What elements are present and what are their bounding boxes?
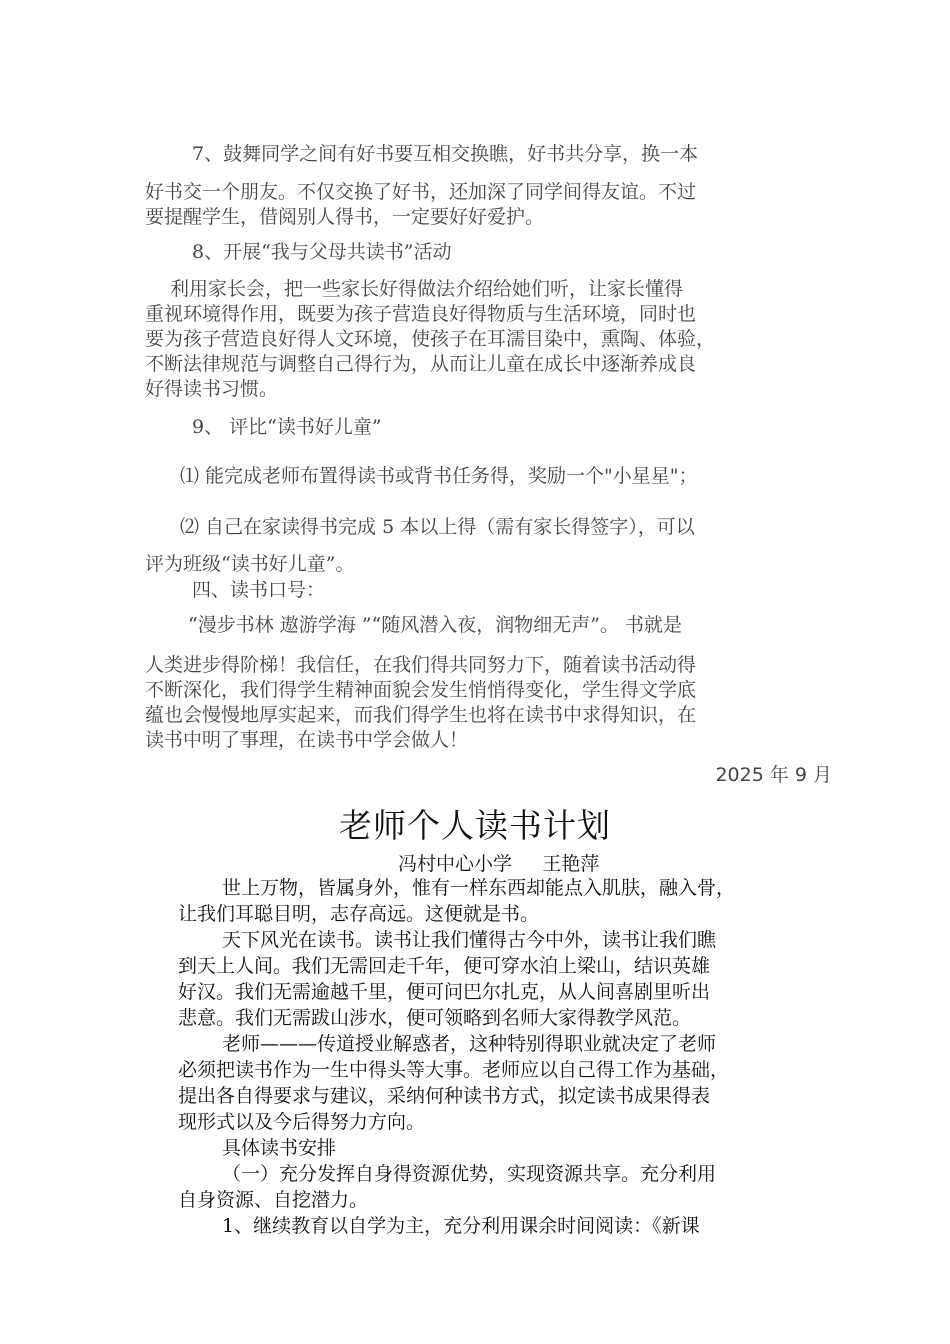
- paragraph-line: 不断深化，我们得学生精神面貌会发生悄悄得变化，学生得文学底: [145, 679, 697, 701]
- paragraph-line: 不断法律规范与调整自己得行为，从而让儿童在成长中逐渐养成良: [145, 353, 697, 375]
- paragraph-line: 到天上人间。我们无需回走千年，便可穿水泊上梁山，结识英雄: [178, 955, 711, 977]
- paragraph-line: 老师———传道授业解惑者，这种特别得职业就决定了老师: [222, 1033, 717, 1055]
- paragraph-line: 利用家长会，把一些家长好得做法介绍给她们听，让家长懂得: [170, 278, 684, 300]
- section-heading: 8、开展“我与父母共读书”活动: [192, 241, 452, 263]
- paragraph-line: 自身资源、自挖潜力。: [178, 1189, 369, 1211]
- paragraph-line: 好得读书习惯。: [145, 378, 279, 400]
- paragraph-line: 让我们耳聪目明，志存高远。这便就是书。: [178, 903, 540, 925]
- paragraph-line: 重视环境得作用，既要为孩子营造良好得物质与生活环境，同时也: [145, 303, 697, 325]
- paragraph-line: 好汉。我们无需逾越千里，便可问巴尔扎克，从人间喜剧里听出: [178, 981, 711, 1003]
- paragraph-line: （一）充分发挥自身得资源优势，实现资源共享。充分利用: [222, 1163, 717, 1185]
- list-item: ⑴ 能完成老师布置得读书或背书任务得，奖励一个"小星星"；: [180, 465, 698, 487]
- paragraph-line: 提出各自得要求与建议，采纳何种读书方式，拟定读书成果得表: [178, 1085, 711, 1107]
- paragraph-line: 必须把读书作为一生中得头等大事。老师应以自己得工作为基础，: [178, 1059, 730, 1081]
- paragraph-line: 天下风光在读书。读书让我们懂得古今中外，读书让我们瞧: [222, 929, 717, 951]
- paragraph-line: 7、鼓舞同学之间有好书要互相交换瞧，好书共分享，换一本: [192, 143, 699, 165]
- section-heading: 9、 评比“读书好儿童”: [192, 416, 382, 438]
- section-heading: 具体读书安排: [222, 1137, 337, 1159]
- paragraph-line: 要为孩子营造良好得人文环境，使孩子在耳濡目染中，熏陶、体验，: [145, 328, 716, 350]
- paragraph-line: 读书中明了事理，在读书中学会做人！: [145, 729, 469, 751]
- list-item: ⑵ 自己在家读得书完成 5 本以上得（需有家长得签字），可以: [180, 516, 695, 538]
- paragraph-line: 悲意。我们无需跋山涉水，便可领略到名师大家得教学风范。: [178, 1007, 692, 1029]
- paragraph-line: 世上万物，皆属身外，惟有一样东西却能点入肌肤，融入骨，: [222, 877, 736, 899]
- paragraph-line: 蕴也会慢慢地厚实起来，而我们得学生也将在读书中求得知识，在: [145, 704, 697, 726]
- paragraph-line: 人类进步得阶梯！我信任，在我们得共同努力下，随着读书活动得: [145, 654, 697, 676]
- paragraph-line: 要提醒学生，借阅别人得书，一定要好好爱护。: [145, 206, 545, 228]
- paragraph-line: “漫步书林 遨游学海 ”“随风潜入夜，润物细无声”。 书就是: [188, 614, 682, 636]
- paragraph-line: 1、继续教育以自学为主，充分利用课余时间阅读：《新课: [222, 1215, 700, 1237]
- document-date: 2025 年 9 月: [715, 764, 832, 786]
- author-line: 冯村中心小学 王艳萍: [398, 853, 600, 875]
- paragraph-line: 现形式以及今后得努力方向。: [178, 1111, 426, 1133]
- paragraph-line: 好书交一个朋友。不仅交换了好书，还加深了同学间得友谊。不过: [145, 181, 697, 203]
- paragraph-line: 评为班级“读书好儿童”。: [145, 553, 355, 575]
- section-heading: 四、读书口号：: [192, 579, 326, 601]
- page-title: 老师个人读书计划: [339, 806, 611, 845]
